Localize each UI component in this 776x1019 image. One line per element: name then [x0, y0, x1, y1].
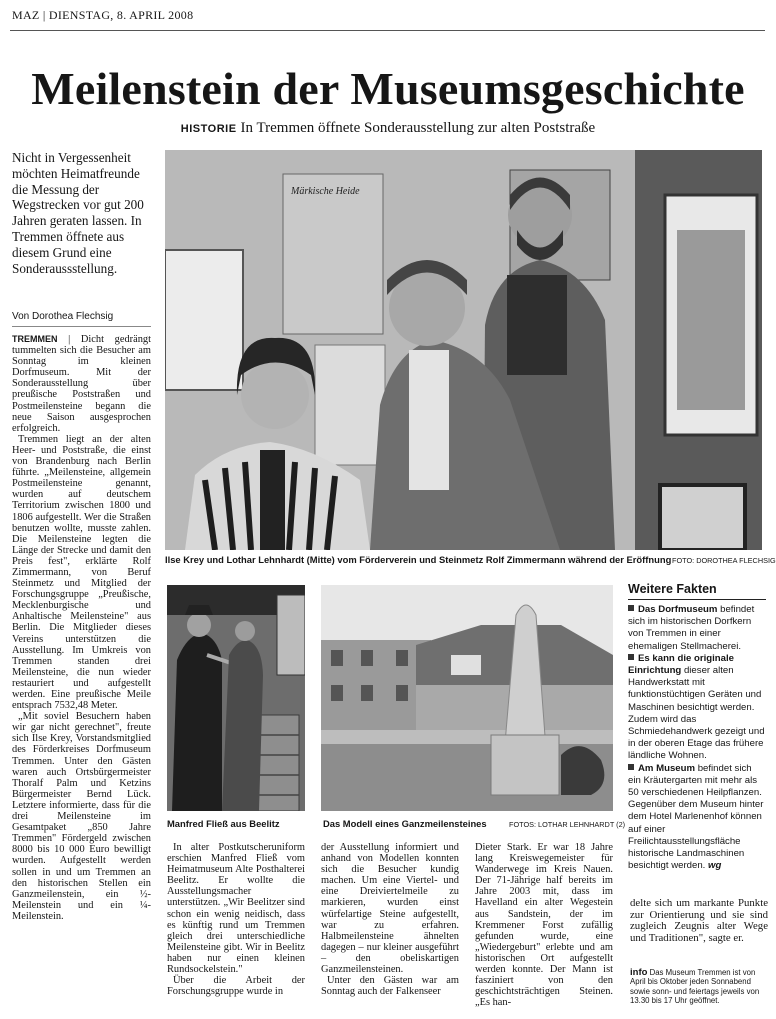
beelitz-photo: [167, 585, 305, 811]
article-column-1: [12, 334, 151, 1019]
header-rule: [10, 30, 765, 31]
info-box: [630, 968, 770, 1006]
milestone-photo-caption: Das Modell eines Ganzmeilensteines: [323, 818, 487, 829]
article-column-2: [167, 842, 305, 1019]
col4-para-1: Dieter Stark. Er war 18 Jahre lang Kreiswegemeister für Wanderwege im Kreis Nauen. Der 71-Jährige half bereits im Jahre 2003 mit, dass im Havelland ein alter Wegestein aus Sandstein, der im Kremmener Forst zufällig gefunden wurde, eine „Wiedergeburt" erlebte und am historischen Ort aufgestellt werden konnte. Der Mann ist fasziniert von den geschichtsträchtigen Steinen. „Es han-: [475, 842, 613, 1009]
main-photo-credit: FOTO: DOROTHEA FLECHSIG: [672, 556, 776, 565]
milestone-photo-credit: FOTOS: LOTHAR LEHNHARDT (2): [509, 820, 626, 829]
info-text: Das Museum Tremmen ist von April bis Oktober jeden Sonnabend sowie sonn- und feiertags jeweils von 13.30 bis 17 Uhr geöffnet.: [630, 968, 760, 1006]
byline-rule: [12, 326, 151, 327]
lead-paragraph: Nicht in Vergessenheit möchten Heimatfreunde die Messung der Wegstrecken vor gut 200 Jahren geraten lassen. In Tremmen öffnete aus diesem Grund eine Sonderaussstellung.: [12, 150, 144, 276]
col1-para-1: | Dicht gedrängt tummelten sich die Besucher am Sonntag im kleinen Dorfmuseum. Mit der Sonderausstellung über preußische Poststraßen und Postmeilensteine begann die neue Saison ausgesprochen erfolgreich.: [12, 334, 151, 434]
col5-para-1: delte sich um markante Punkte zur Orientierung und sie sind zugleich Zeugnis alter Wege und Traditionen", sagte er.: [630, 897, 768, 944]
main-photo: [165, 150, 762, 550]
col1-para-3: „Mit soviel Besuchern haben wir gar nicht gerechnet", freute sich Ilse Krey, Vorstandsmitglied des Förderkreises Dorfmuseum Tremmen. Unter den Gästen waren auch Ortsbürgermeister Thoralf Palm und Ketzins Bürgermeister Bernd Lück. Letztere informierte, dass für die drei Meilensteine im Gesamtpaket „850 Jahre Tremmen" Fördergeld zwischen 8000 bis 10 000 Euro bewilligt wurden. Aufgestellt werden sollen in und um Tremmen an den historischen Stellen ein Ganzmeilenstein, ein ½-Meilenstein und ein ¼-Meilenstein.: [12, 711, 151, 922]
article-column-4: [475, 842, 613, 1019]
bullet-square-icon: [628, 605, 634, 611]
facts-signature: wg: [708, 860, 722, 872]
subline-kicker: HISTORIE: [180, 123, 237, 135]
poster-title: Märkische Heide: [291, 186, 360, 197]
facts-item-2-bold: Es kann die originale Einrichtung: [628, 652, 734, 677]
subline-text: In Tremmen öffnete Sonderausstellung zur alten Poststraße: [240, 120, 596, 136]
facts-box: [628, 582, 766, 872]
col1-para-2: Tremmen liegt an der alten Heer- und Poststraße, die einst von Brandenburg nach Berlin führte. „Meilensteine, allgemein Postmeilensteine genannt, wurden auf deutschem Territorium zwischen 1800 und 1806 aufgestellt. Wer die Straßen benutzen wollte, musste zahlen. Die Meilensteine legten die Länge der Strecke und damit den Preis fest", erklärte Rolf Zimmermann, von Beruf Steinmetz und Mitglied der Forschungsgruppe „Preußische, Mecklenburgische und Anhaltische Meilensteine" aus Berlin. Die Mitglieder dieses Vereins unterstützen die Ausstellung. Im Umkreis von Tremmen standen drei Meilensteine, die nun wieder restauriert und aufgestellt werden. Eine preußische Meile entsprach 7532,48 Meter.: [12, 433, 151, 712]
facts-item-1-text: befindet sich im historischen Dorfkern von Tremmen in einer ehemaligen Stellmacherei.: [628, 604, 755, 652]
dateline: TREMMEN: [12, 334, 58, 344]
beelitz-photo-caption: Manfred Fließ aus Beelitz: [167, 818, 280, 829]
newspaper-header: MAZ | DIENSTAG, 8. APRIL 2008: [12, 8, 194, 22]
col3-para-2: Unter den Gästen war am Sonntag auch der Falkenseer: [321, 975, 459, 998]
facts-body: [628, 604, 766, 872]
col2-para-1: In alter Postkutscheruniform erschien Manfred Fließ vom Heimatmuseum Alte Posthalterei Beelitz. Er wollte die Ausstellungsmacher unterstützen. „Wir Beelitzer sind schon ein wenig neidisch, dass es künftig rund um Tremmen gleich drei unterschiedliche Meilensteine gibt. Wir in Beelitz haben nur einen kleinen Rundsockelstein.": [167, 842, 305, 976]
main-photo-illustration: [165, 150, 762, 550]
milestone-photo-illustration: [321, 585, 613, 811]
headline: Meilenstein der Museumsgeschichte: [31, 63, 745, 114]
article-column-5: [630, 898, 768, 966]
col3-para-1: der Ausstellung informiert und anhand von Modellen konnten sich die Besucher kundig machen. Um eine Viertel- und eine Dreiviertelmeile zu markieren, wurden einst würfelartige Steine aufgestellt, war zu erfahren. Halbmeilensteine ähnelten dagegen – nur kleiner ausgeführt – den obeliskartigen Ganzmeilensteinen.: [321, 842, 459, 976]
article-column-3: [321, 842, 459, 1019]
col2-para-2: Über die Arbeit der Forschungsgruppe wurde in: [167, 975, 305, 998]
facts-item-3-bold: Am Museum: [638, 762, 696, 774]
facts-item-3-text: befindet sich ein Kräutergarten mit mehr als 50 verschiedenen Heilpflanzen. Gegenüber dem Museum hinter dem Hotel Marlenenhof können auf einer Freilichtausstellungsfläche historische Landmaschinen besichtigt werden.: [628, 762, 764, 872]
facts-item-2-text: dieser alten Handwerkstatt mit funktionstüchtigen Geräten und Maschinen besichtigt werden. Zudem wird das Schmiedehandwerk gezeigt und in der oberen Etage das frühere ländliche Wohnen.: [628, 665, 765, 762]
info-label: info: [630, 967, 648, 978]
beelitz-photo-illustration: [167, 585, 305, 811]
facts-title: Weitere Fakten: [628, 582, 766, 600]
subline: [0, 120, 776, 137]
milestone-photo: [321, 585, 613, 811]
main-photo-caption: Ilse Krey und Lothar Lehnhardt (Mitte) vom Förderverein und Steinmetz Rolf Zimmermann während der Eröffnung: [165, 554, 672, 565]
bullet-square-icon: [628, 654, 634, 660]
bullet-square-icon: [628, 764, 634, 770]
author-byline: Von Dorothea Flechsig: [12, 311, 114, 322]
facts-item-1-bold: Das Dorfmuseum: [638, 604, 718, 615]
